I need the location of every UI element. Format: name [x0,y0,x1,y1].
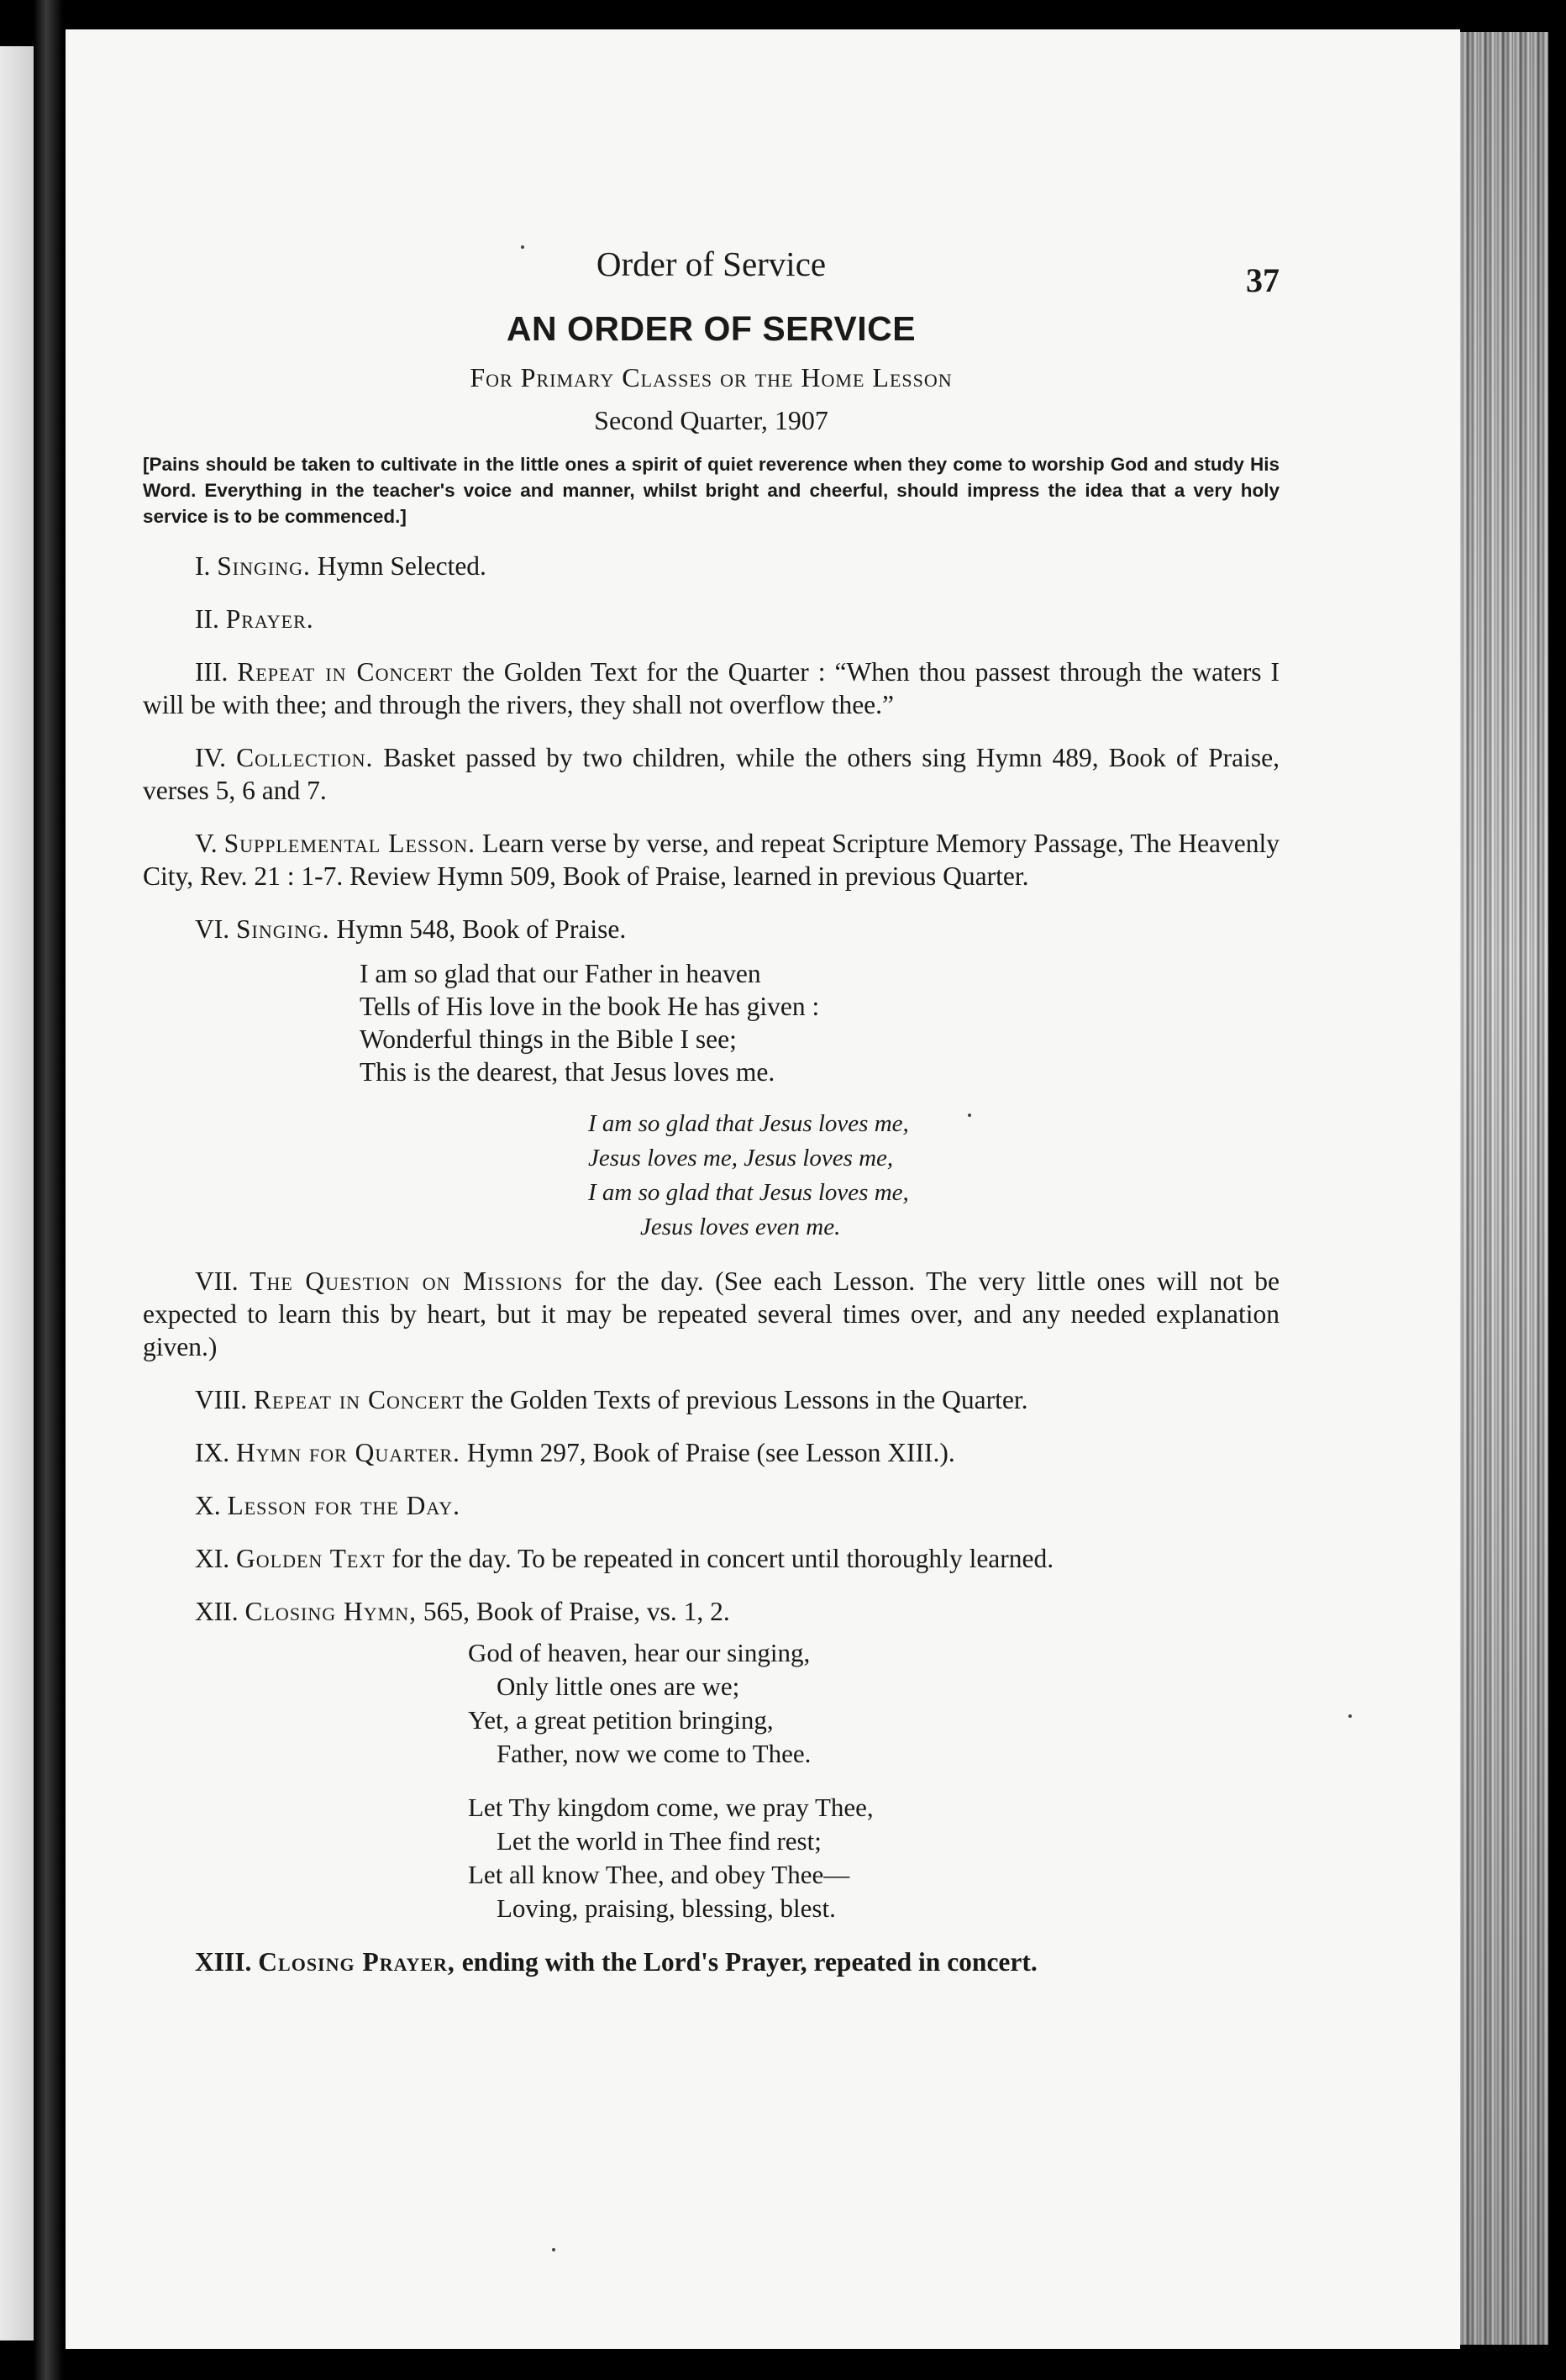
item-text: for the day. To be repeated in concert until thoroughly learned. [392,1544,1054,1573]
hymn-line: Let Thy kingdom come, we pray Thee, [468,1793,874,1822]
item-number: X. [195,1491,221,1520]
item-heading: Collection. [236,743,374,772]
subtitle: For Primary Classes or the Home Lesson [470,362,953,392]
stanza-gap [468,1771,1280,1791]
chorus-line: Jesus loves me, Jesus loves me, [588,1145,894,1172]
item-number: VII. [195,1266,239,1296]
item-number: VI. [195,914,230,944]
item-text: 565, Book of Praise, vs. 1, 2. [423,1597,730,1626]
item-heading: Supplemental Lesson. [223,829,476,858]
hymn-line: I am so glad that our Father in heaven [360,959,761,988]
quarter-heading: Second Quarter, 1907 [594,405,828,435]
service-item [143,1436,1280,1469]
item-heading: Singing. [236,914,330,944]
item-number: XI. [195,1544,230,1573]
running-head [143,244,1280,303]
item-number: XIII. [195,1947,252,1977]
hymn-line: Only little ones are we; [497,1672,740,1701]
hymn-line: Let the world in Thee find rest; [497,1826,822,1856]
item-heading: Repeat in Concert [237,657,454,687]
service-item [143,1595,1280,1628]
item-number: XII. [195,1597,239,1626]
page-stack-edge [1460,32,1548,2345]
item-text: Hymn 548, Book of Praise. [336,914,627,944]
hymn-line: Tells of His love in the book He has given : [360,992,820,1021]
item-heading: Lesson for the Day. [227,1491,460,1520]
item-number: I. [195,551,211,581]
item-number: III. [195,657,229,687]
item-heading: Prayer. [225,604,314,634]
item-text: the Golden Text for the Quarter : “When thou passest through the waters I will be with thee; and through the rivers, they shall not overflow thee.” [143,657,1280,719]
item-heading: Repeat in Concert [253,1385,465,1414]
item-heading: Singing. [217,551,311,581]
item-number: IV. [195,743,227,772]
page-content [143,244,1280,1978]
item-text: Learn verse by verse, and repeat Scripture Memory Passage, The Heavenly City, Rev. 21 : 1-7. Review Hymn 509, Book of Praise, learned in previous Quarter. [143,829,1280,891]
scan-speck [1348,1714,1352,1718]
main-title: AN ORDER OF SERVICE [506,309,917,348]
item-heading: The Question on Missions [250,1266,564,1296]
facing-page-edge [0,46,34,2341]
item-heading: Hymn for Quarter. [236,1438,460,1467]
item-heading: Closing Hymn, [244,1597,417,1626]
hymn-line: Loving, praising, blessing, blest. [497,1893,836,1923]
service-item [143,1383,1280,1416]
item-text: Hymn 297, Book of Praise (see Lesson XIII.). [466,1438,955,1467]
service-item [143,1542,1280,1575]
service-item [143,603,1280,635]
service-item [143,656,1280,721]
running-title: Order of Service [596,245,827,283]
page-number: 37 [1246,261,1280,299]
hymn-line: Father, now we come to Thee. [497,1739,812,1768]
hymn-line: God of heaven, hear our singing, [468,1638,811,1667]
hymn-548-verse [360,957,1280,1088]
scan-speck [552,2248,555,2251]
service-item [143,741,1280,807]
service-item [143,550,1280,582]
item-heading: Closing Prayer, [258,1947,455,1977]
chorus-line: I am so glad that Jesus loves me, [588,1110,909,1137]
service-item [143,913,1280,945]
hymn-line: Wonderful things in the Bible I see; [360,1024,737,1054]
item-number: V. [195,829,218,858]
chorus-line: Jesus loves even me. [640,1214,841,1240]
hymn-565 [468,1636,1280,1925]
service-item [143,1946,1280,1978]
chorus-line: I am so glad that Jesus loves me, [588,1179,909,1206]
item-heading: Golden Text [236,1544,386,1573]
service-item [143,1265,1280,1363]
item-number: VIII. [195,1385,248,1414]
service-item [143,827,1280,893]
service-item [143,1489,1280,1522]
item-text: for the day. (See each Lesson. The very little ones will not be expected to learn this by heart, but it may be repeated several times over, and any needed explanation given.) [143,1266,1280,1361]
hymn-line: Let all know Thee, and obey Thee— [468,1860,850,1889]
item-text: Hymn Selected. [317,551,486,581]
scan-speck [968,1114,971,1117]
hymn-line: This is the dearest, that Jesus loves me. [360,1057,775,1087]
instruction-note: [Pains should be taken to cultivate in the little ones a spirit of quiet reverence when they come to worship God and study His Word. Everything in the teacher's voice and manner, whilst bright and cheerful, should impress the idea that a very holy service is to be commenced.] [143,454,1280,527]
item-number: II. [195,604,219,634]
item-number: IX. [195,1438,230,1467]
item-text: ending with the Lord's Prayer, repeated in concert. [461,1947,1038,1977]
item-text: Basket passed by two children, while the others sing Hymn 489, Book of Praise, verses 5, 6 and 7. [143,743,1280,805]
item-text: the Golden Texts of previous Lessons in the Quarter. [470,1385,1028,1414]
hymn-548-chorus [588,1107,1280,1245]
hymn-line: Yet, a great petition bringing, [468,1705,774,1735]
scan-speck [521,245,524,249]
